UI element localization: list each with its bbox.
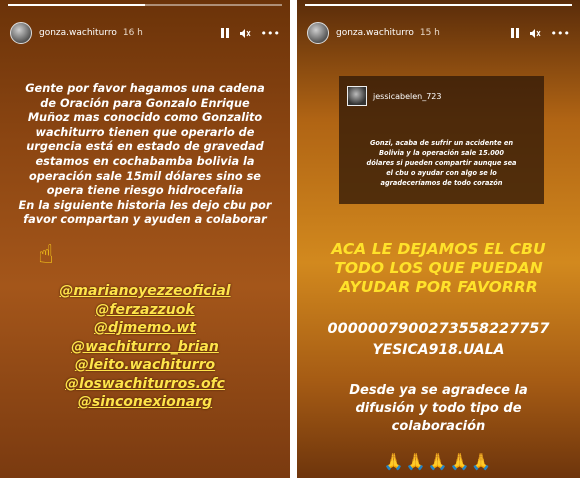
cbu-number: 0000007900273558227757 [327, 321, 550, 337]
body-line: estamos en cochabamba bolivia la [35, 154, 255, 168]
speaker-muted-icon[interactable] [529, 28, 541, 39]
cbu-alias: YESICA918.UALA [372, 342, 505, 358]
mention-link[interactable]: @ferzazzuok [95, 301, 195, 318]
embedded-post-username: jessicabelen_723 [373, 91, 442, 101]
embedded-post-line: dólares si pueden compartir aunque sea [366, 159, 517, 167]
embedded-post-line: Gonzi, acaba de sufrir un accidente en [369, 139, 514, 147]
speaker-muted-icon[interactable] [239, 28, 251, 39]
embedded-post-line: Bolivia y la operación sale 15.000 [379, 149, 504, 157]
story-timestamp: 16 h [122, 28, 143, 38]
body-line: Gente por favor hagamos una cadena [25, 82, 265, 95]
pause-icon[interactable] [511, 28, 519, 38]
story-body-text [6, 82, 284, 228]
thanks-text [297, 382, 580, 436]
embedded-post-line: agradeceríamos de todo corazón [380, 179, 503, 187]
body-line: urgencia está en estado de gravedad [26, 140, 264, 154]
body-line: Muñoz mas conocido como Gonzalito [27, 111, 263, 125]
embedded-post-card[interactable] [339, 76, 544, 204]
cbu-title-line: TODO LOS QUE PUEDAN [334, 259, 543, 277]
mention-link[interactable]: @loswachiturros.ofc [65, 375, 225, 392]
story-progress-bar [8, 4, 282, 6]
thanks-line: colaboración [391, 419, 486, 434]
mention-link[interactable]: @djmemo.wt [93, 320, 197, 336]
body-line: operación sale 15mil dólares sino se [29, 169, 261, 183]
cbu-title-line: ACA LE DEJAMOS EL CBU [331, 240, 546, 258]
avatar[interactable] [10, 22, 32, 44]
thanks-line: difusión y todo tipo de [355, 401, 522, 416]
story-username[interactable]: gonza.wachiturro [336, 28, 414, 38]
story-header [10, 22, 280, 44]
story-username[interactable]: gonza.wachiturro [39, 28, 117, 38]
embedded-post-avatar [347, 86, 367, 106]
embedded-post-text [345, 138, 538, 188]
cbu-title [297, 240, 580, 297]
pause-icon[interactable] [221, 28, 229, 38]
mentions-list [0, 282, 290, 412]
story-progress-bar [305, 4, 572, 6]
mention-link[interactable]: @sinconexionarg [77, 394, 213, 410]
avatar[interactable] [307, 22, 329, 44]
mention-link[interactable]: @marianoyezzeoficial [59, 283, 231, 299]
story-timestamp: 15 h [419, 28, 440, 38]
story-progress-fill [8, 4, 145, 6]
pointing-up-emoji: ☝ [38, 240, 54, 270]
mention-link[interactable]: @leito.wachiturro [74, 357, 216, 373]
thanks-line: Desde ya se agradece la [349, 383, 528, 398]
body-line: favor compartan y ayuden a colaborar [23, 213, 267, 227]
more-options-icon[interactable]: ••• [550, 26, 570, 40]
story-panel-right[interactable] [297, 0, 580, 478]
story-header [307, 22, 570, 44]
more-options-icon[interactable]: ••• [260, 26, 280, 40]
body-line: wachiturro tienen que operarlo de [35, 125, 255, 139]
body-line: En la siguiente historia les dejo cbu por [18, 198, 272, 212]
praying-hands-emoji-row: 🙏🙏🙏🙏🙏 [383, 452, 494, 471]
body-line: de Oración para Gonzalo Enrique [40, 96, 250, 110]
cbu-title-line: AYUDAR POR FAVORRR [339, 278, 538, 296]
mention-link[interactable]: @wachiturro_brian [71, 338, 219, 355]
story-progress-fill [305, 4, 572, 6]
embedded-post-line: el cbu o ayudar con algo se lo [386, 169, 497, 177]
body-line: opera tiene riesgo hidrocefalia [46, 184, 244, 198]
